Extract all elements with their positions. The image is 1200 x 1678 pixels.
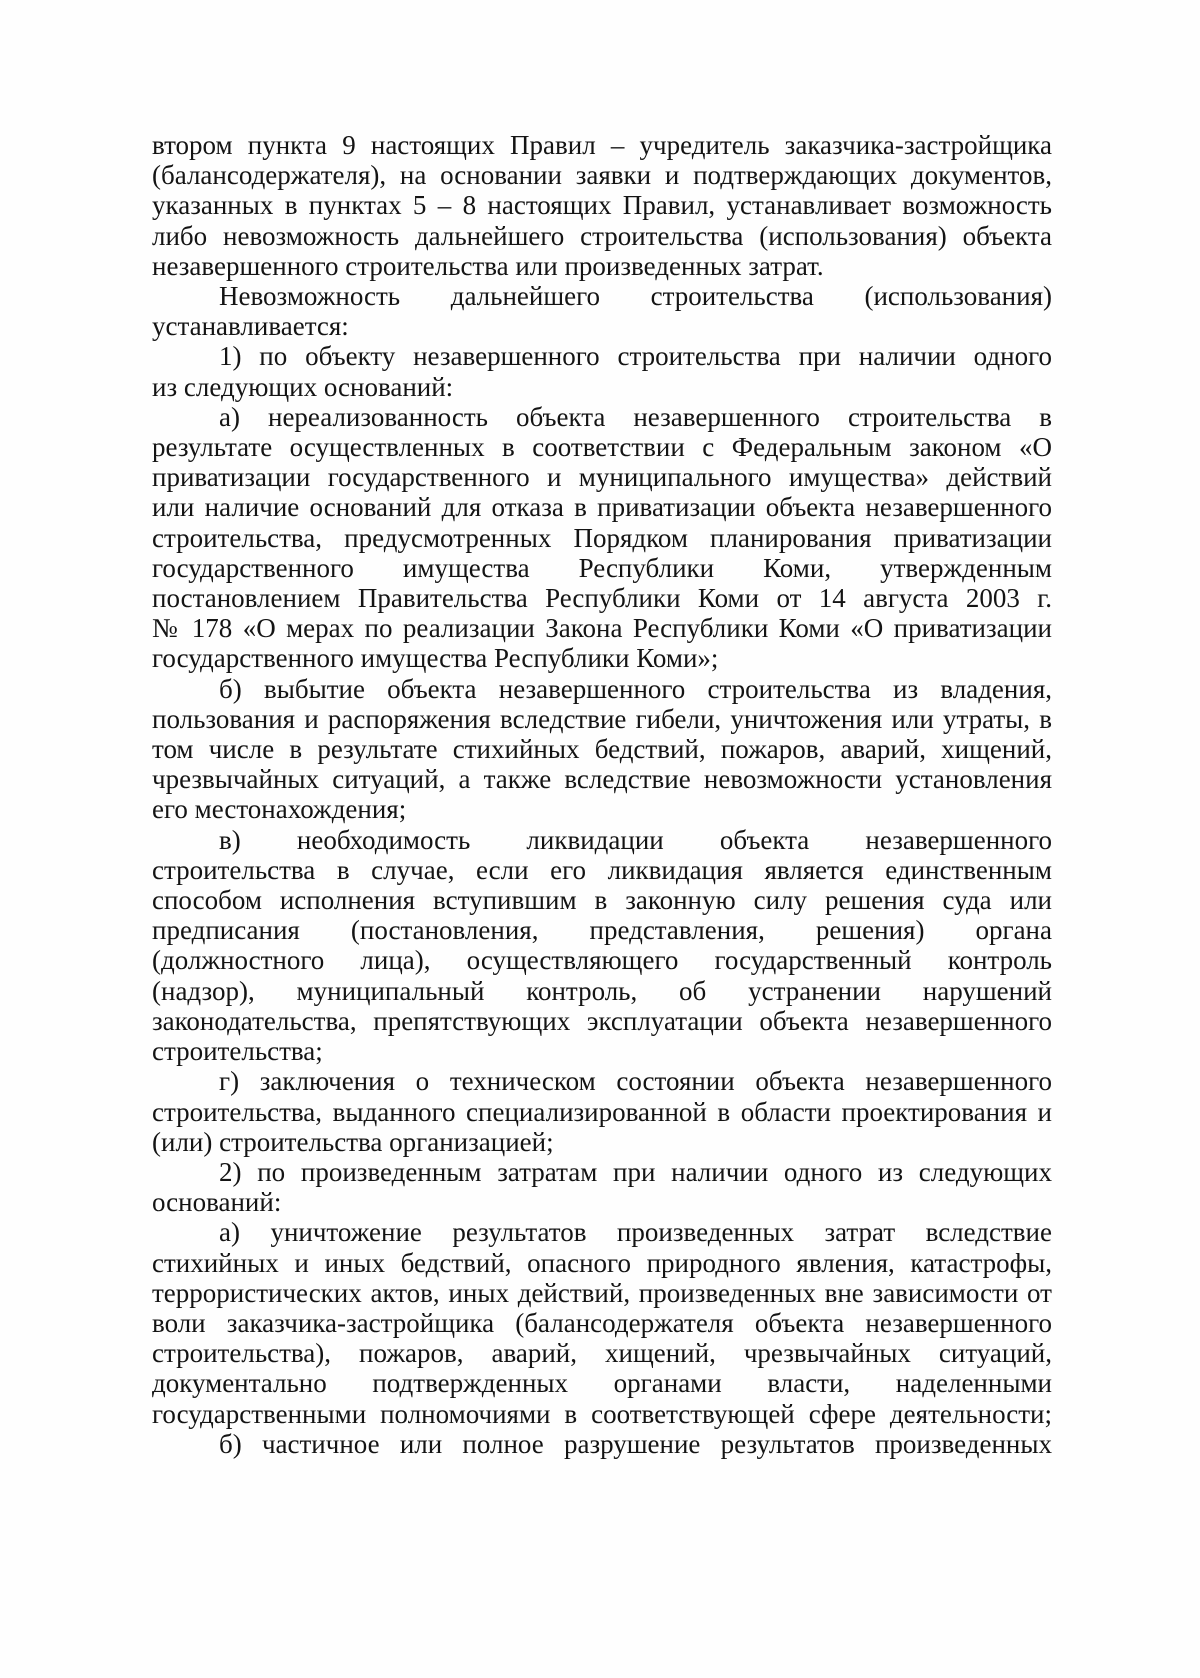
text-line: государственными полномочиями в соответствующей сфере деятельности; [152, 1398, 1052, 1429]
text-line: результате осуществленных в соответствии с Федеральным законом «О [152, 432, 1052, 463]
text-line: документально подтвержденных органами власти, наделенными [152, 1368, 1052, 1399]
text-line: втором пункта 9 настоящих Правил – учредитель заказчика-застройщика [152, 130, 1052, 160]
text-line: оснований: [152, 1187, 282, 1218]
text-line: или наличие оснований для отказа в приватизации объекта незавершенного [152, 492, 1052, 523]
text-line: либо невозможность дальнейшего строительства (использования) объекта [152, 220, 1052, 251]
text-line: постановлением Правительства Республики Коми от 14 августа 2003 г. [152, 583, 1052, 614]
text-line: г) заключения о техническом состоянии объекта незавершенного [219, 1066, 1052, 1097]
text-line: пользования и распоряжения вследствие гибели, уничтожения или утраты, в [152, 703, 1052, 734]
text-line: способом исполнения вступившим в законную силу решения суда или [152, 885, 1052, 916]
text-line: а) уничтожение результатов произведенных затрат вследствие [219, 1217, 1052, 1248]
text-line: его местонахождения; [152, 794, 407, 825]
text-line: № 178 «О мерах по реализации Закона Республики Коми «О приватизации [152, 613, 1052, 644]
text-line: законодательства, препятствующих эксплуатации объекта незавершенного [152, 1005, 1052, 1036]
text-line: б) выбытие объекта незавершенного строительства из владения, [219, 673, 1052, 704]
text-line: незавершенного строительства или произведенных затрат. [152, 250, 824, 281]
text-line: строительства в случае, если его ликвидация является единственным [152, 854, 1052, 885]
text-line: Невозможность дальнейшего строительства (использования) [219, 281, 1052, 312]
text-line: приватизации государственного и муниципального имущества» действий [152, 462, 1052, 493]
document-body [0, 130, 1200, 1459]
text-line: (или) строительства организацией; [152, 1126, 554, 1157]
text-line: государственного имущества Республики Коми, утвержденным [152, 552, 1052, 583]
text-line: строительства), пожаров, аварий, хищений, чрезвычайных ситуаций, [152, 1338, 1052, 1369]
text-line: строительства; [152, 1036, 323, 1067]
text-line: (балансодержателя), на основании заявки и подтверждающих документов, [152, 160, 1052, 191]
text-line: а) нереализованность объекта незавершенного строительства в [219, 401, 1052, 432]
text-line: устанавливается: [152, 311, 349, 342]
text-line: из следующих оснований: [152, 371, 454, 402]
text-line: воли заказчика-застройщика (балансодержателя объекта незавершенного [152, 1307, 1052, 1338]
text-line: строительства, выданного специализированной в области проектирования и [152, 1096, 1052, 1127]
text-line: 1) по объекту незавершенного строительства при наличии одного [219, 341, 1052, 372]
text-line: строительства, предусмотренных Порядком планирования приватизации [152, 522, 1052, 553]
text-line: (должностного лица), осуществляющего государственный контроль [152, 945, 1052, 976]
text-line: указанных в пунктах 5 – 8 настоящих Правил, устанавливает возможность [152, 190, 1052, 221]
text-line: стихийных и иных бедствий, опасного природного явления, катастрофы, [152, 1247, 1052, 1278]
text-line: государственного имущества Республики Коми»; [152, 643, 719, 674]
text-line: предписания (постановления, представления, решения) органа [152, 915, 1052, 946]
text-line: б) частичное или полное разрушение результатов произведенных [219, 1428, 1052, 1459]
text-line: чрезвычайных ситуаций, а также вследствие невозможности установления [152, 764, 1052, 795]
text-line: террористических актов, иных действий, произведенных вне зависимости от [152, 1277, 1052, 1308]
text-line: 2) по произведенным затратам при наличии одного из следующих [219, 1156, 1052, 1187]
text-line: в) необходимость ликвидации объекта незавершенного [219, 824, 1052, 855]
text-line: том числе в результате стихийных бедствий, пожаров, аварий, хищений, [152, 734, 1052, 765]
text-line: (надзор), муниципальный контроль, об устранении нарушений [152, 975, 1052, 1006]
